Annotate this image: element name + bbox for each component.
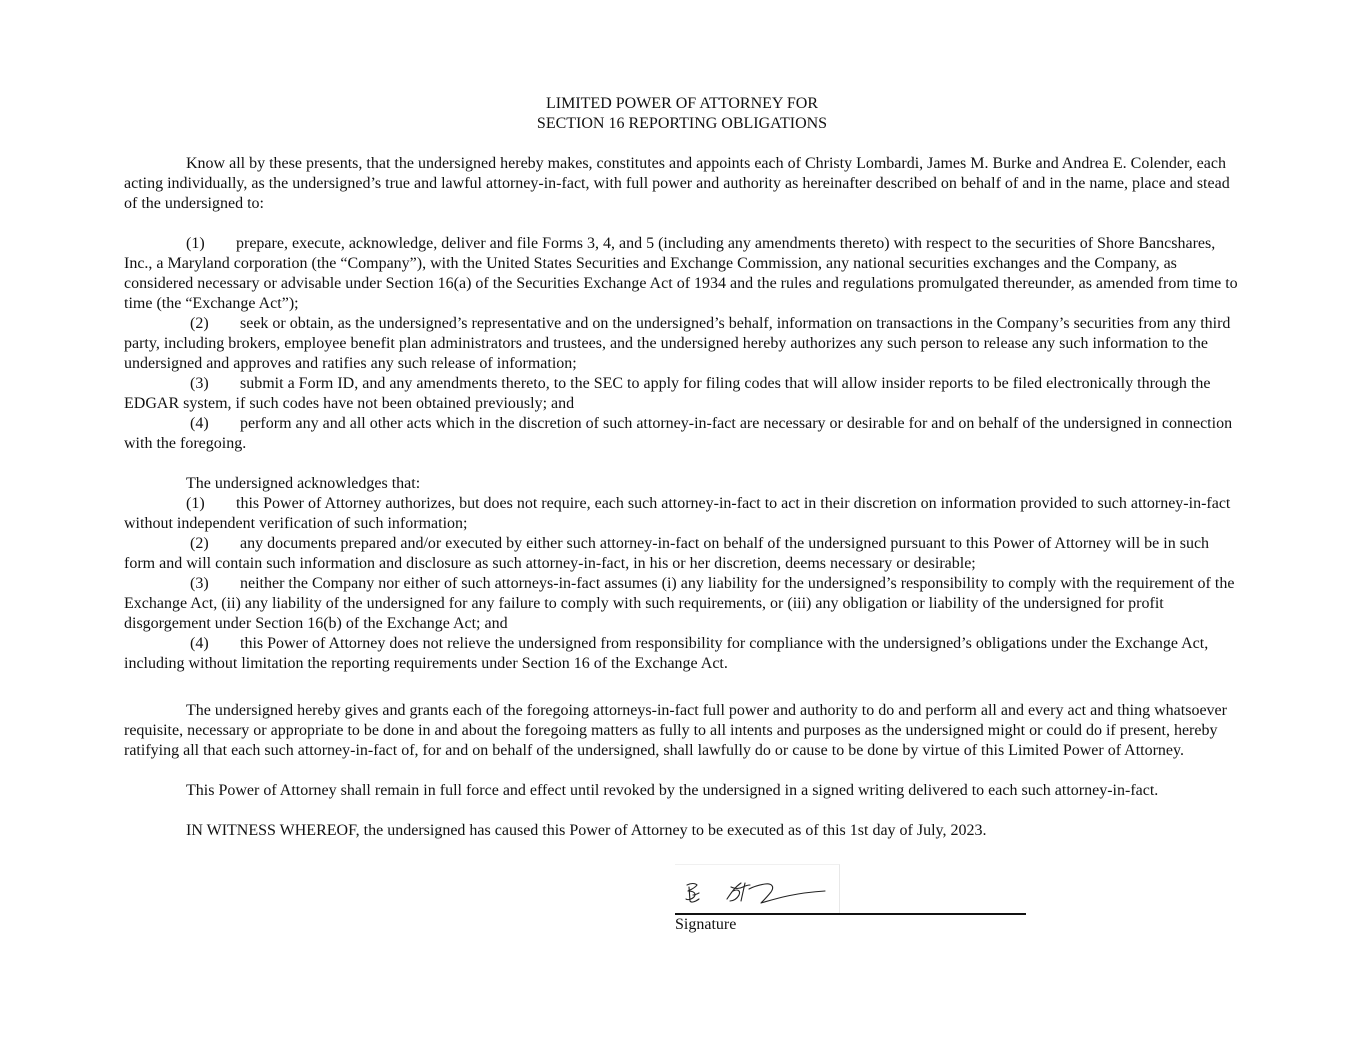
spacer: [124, 134, 1240, 154]
power-text: prepare, execute, acknowledge, deliver and file Forms 3, 4, and 5 (including any amendments thereto) with respect to the securities of Shore Bancshares, Inc., a Maryland corporation (the “Company”), with the United States Securities and Exchange Commission, any national securities exchanges and the Company, as considered necessary or advisable under Section 16(a) of the Securities Exchange Act of 1934 and the rules and regulations promulgated thereunder, as amended from time to time (the “Exchange Act”);: [124, 235, 1238, 312]
power-number: (2): [190, 315, 209, 332]
acknowledgment-text: neither the Company nor either of such attorneys-in-fact assumes (i) any liability for the undersigned’s responsibility to comply with the requirement of the Exchange Act, (ii) any liability of the undersigned for any failure to comply with such requirements, or (iii) any obligation or liability of the undersigned for profit disgorgement under Section 16(b) of the Exchange Act; and: [124, 575, 1235, 632]
signature-label: Signature: [675, 916, 737, 933]
duration-paragraph: This Power of Attorney shall remain in full force and effect until revoked by the undersigned in a signed writing delivered to each such attorney-in-fact.: [186, 782, 1159, 799]
spacer: [124, 214, 1240, 234]
power-number: (1): [186, 235, 205, 252]
grant-paragraph: The undersigned hereby gives and grants each of the foregoing attorneys-in-fact full power and authority to do and perform all and every act and thing whatsoever requisite, necessary or appropriate to be done in and about the foregoing matters as fully to all intents and purposes as the undersigned might or could do if present, hereby ratifying all that each such attorney-in-fact of, for and on behalf of the undersigned, shall lawfully do or cause to be done by virtue of this Limited Power of Attorney.: [124, 702, 1227, 759]
power-item: [124, 234, 1240, 314]
title-line-1: LIMITED POWER OF ATTORNEY FOR: [545, 95, 818, 112]
spacer: [124, 454, 1240, 474]
acknowledgment-item: [124, 634, 1240, 674]
spacer: [124, 801, 1240, 821]
document-title: [124, 94, 1240, 134]
power-number: (3): [190, 375, 209, 392]
acknowledgment-item: [124, 574, 1240, 634]
power-item: [124, 414, 1240, 454]
power-text: seek or obtain, as the undersigned’s representative and on the undersigned’s behalf, information on transactions in the Company’s securities from any third party, including brokers, employee benefit plan administrators and trustees, and the undersigned hereby authorizes any such person to release any such information to the undersigned and approves and ratifies any such release of information;: [124, 315, 1231, 372]
acknowledgment-text: any documents prepared and/or executed by either such attorney-in-fact on behalf of the undersigned pursuant to this Power of Attorney will be in such form and will contain such information and disclosure as such attorney-in-fact, in his or her discretion, deems necessary or desirable;: [124, 535, 1210, 572]
acknowledgment-number: (1): [186, 495, 205, 512]
handwritten-signature: [675, 864, 840, 913]
acknowledgment-item: [124, 494, 1240, 534]
witness-paragraph: IN WITNESS WHEREOF, the undersigned has caused this Power of Attorney to be executed as of this 1st day of July, 2023.: [186, 822, 987, 839]
document-body: [124, 94, 1240, 841]
spacer: [124, 674, 1240, 701]
acknowledgment-heading: The undersigned acknowledges that:: [186, 475, 421, 492]
spacer: [124, 761, 1240, 781]
intro-paragraph: Know all by these presents, that the undersigned hereby makes, constitutes and appoints each of Christy Lombardi, James M. Burke and Andrea E. Colender, each acting individually, as the undersigned’s true and lawful attorney-in-fact, with full power and authority as hereinafter described on behalf of and in the name, place and stead of the undersigned to:: [124, 155, 1230, 212]
signature-scribble-icon: [675, 865, 839, 913]
acknowledgment-number: (3): [190, 575, 209, 592]
title-line-2: SECTION 16 REPORTING OBLIGATIONS: [536, 115, 828, 132]
acknowledgment-text: this Power of Attorney does not relieve the undersigned from responsibility for compliance with the undersigned’s obligations under the Exchange Act, including without limitation the reporting requirements under Section 16 of the Exchange Act.: [124, 635, 1209, 672]
acknowledgment-number: (4): [190, 635, 209, 652]
power-item: [124, 314, 1240, 374]
power-text: perform any and all other acts which in the discretion of such attorney-in-fact are necessary or desirable for and on behalf of the undersigned in connection with the foregoing.: [124, 415, 1233, 452]
power-text: submit a Form ID, and any amendments thereto, to the SEC to apply for filing codes that will allow insider reports to be filed electronically through the EDGAR system, if such codes have not been obtained previously; and: [124, 375, 1211, 412]
power-number: (4): [190, 415, 209, 432]
acknowledgment-text: this Power of Attorney authorizes, but does not require, each such attorney-in-fact to act in their discretion on information provided to such attorney-in-fact without independent verification of such information;: [124, 495, 1231, 532]
power-item: [124, 374, 1240, 414]
acknowledgment-number: (2): [190, 535, 209, 552]
acknowledgment-item: [124, 534, 1240, 574]
